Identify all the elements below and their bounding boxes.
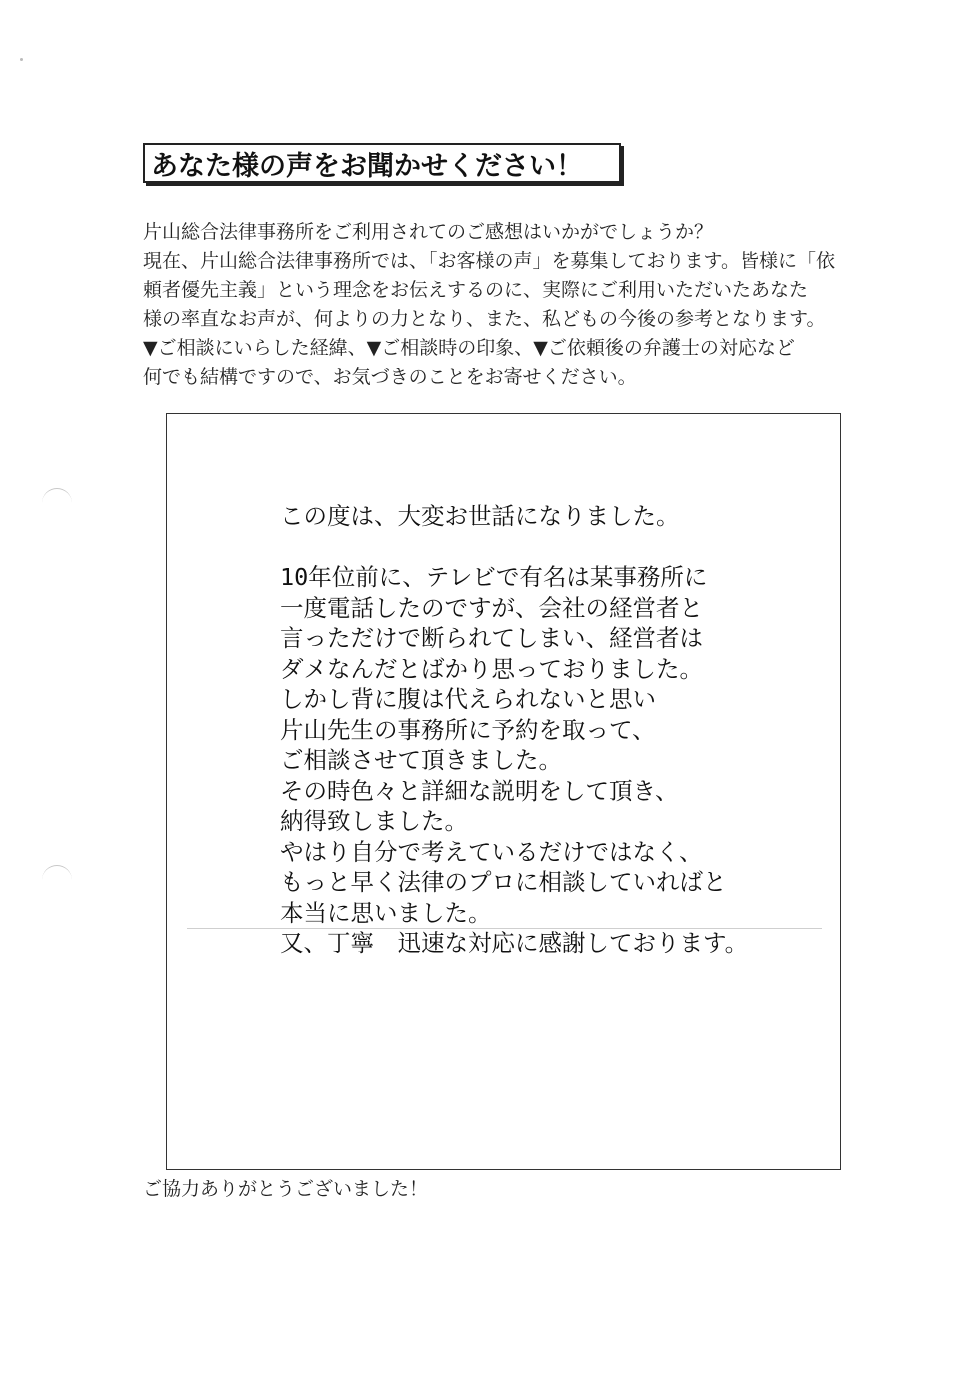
paragraph-gap <box>280 532 820 563</box>
scan-speck <box>20 58 23 61</box>
intro-line: 様の率直なお声が、何よりの力となり、また、私どもの今後の参考となります。 <box>143 308 826 330</box>
thank-you-footer: ご協力ありがとうございました！ <box>143 1178 429 1200</box>
intro-line: ▼ご相談にいらした経緯、▼ご相談時の印象、▼ご依頼後の弁護士の対応など <box>143 337 795 359</box>
response-line: 片山先生の事務所に予約を取って、 <box>280 715 656 744</box>
response-line: 又、丁寧 迅速な対応に感謝しております。 <box>280 929 749 957</box>
response-line: もっと早く法律のプロに相談していればと <box>280 868 727 896</box>
response-line: 言っただけで断られてしまい、経営者は <box>280 624 703 652</box>
punch-hole-mark <box>42 488 72 505</box>
response-line: 一度電話したのですが、会社の経営者と <box>280 593 703 622</box>
page-title: あなた様の声をお聞かせください！ <box>151 150 583 182</box>
response-line: しかし背に腹は代えられないと思い <box>280 685 656 713</box>
punch-hole-mark <box>42 865 72 882</box>
response-line: その時色々と詳細な説明をして頂き、 <box>280 776 679 805</box>
response-box <box>166 413 841 1170</box>
response-line: 10年位前に、テレビで有名は某事務所に <box>280 563 708 591</box>
response-line: 納得致しました。 <box>280 807 468 835</box>
customer-response <box>280 501 820 959</box>
intro-paragraph <box>143 218 843 392</box>
intro-line: 片山総合法律事務所をご利用されてのご感想はいかがでしょうか？ <box>143 221 714 243</box>
response-line: ダメなんだとばかり思っておりました。 <box>280 654 703 683</box>
title-box <box>143 143 621 183</box>
intro-line: 何でも結構ですので、お気づきのことをお寄せください。 <box>143 366 637 388</box>
intro-line: 現在、片山総合法律事務所では、「お客様の声」を募集しております。皆様に「依 <box>143 250 835 272</box>
response-line: ご相談させて頂きました。 <box>280 746 562 774</box>
response-line: 本当に思いました。 <box>280 898 492 927</box>
response-line: やはり自分で考えているだけではなく、 <box>280 837 703 866</box>
response-greeting: この度は、大変お世話になりました。 <box>280 502 680 530</box>
intro-line: 頼者優先主義」という理念をお伝えするのに、実際にご利用いただいたあなた <box>143 279 809 301</box>
